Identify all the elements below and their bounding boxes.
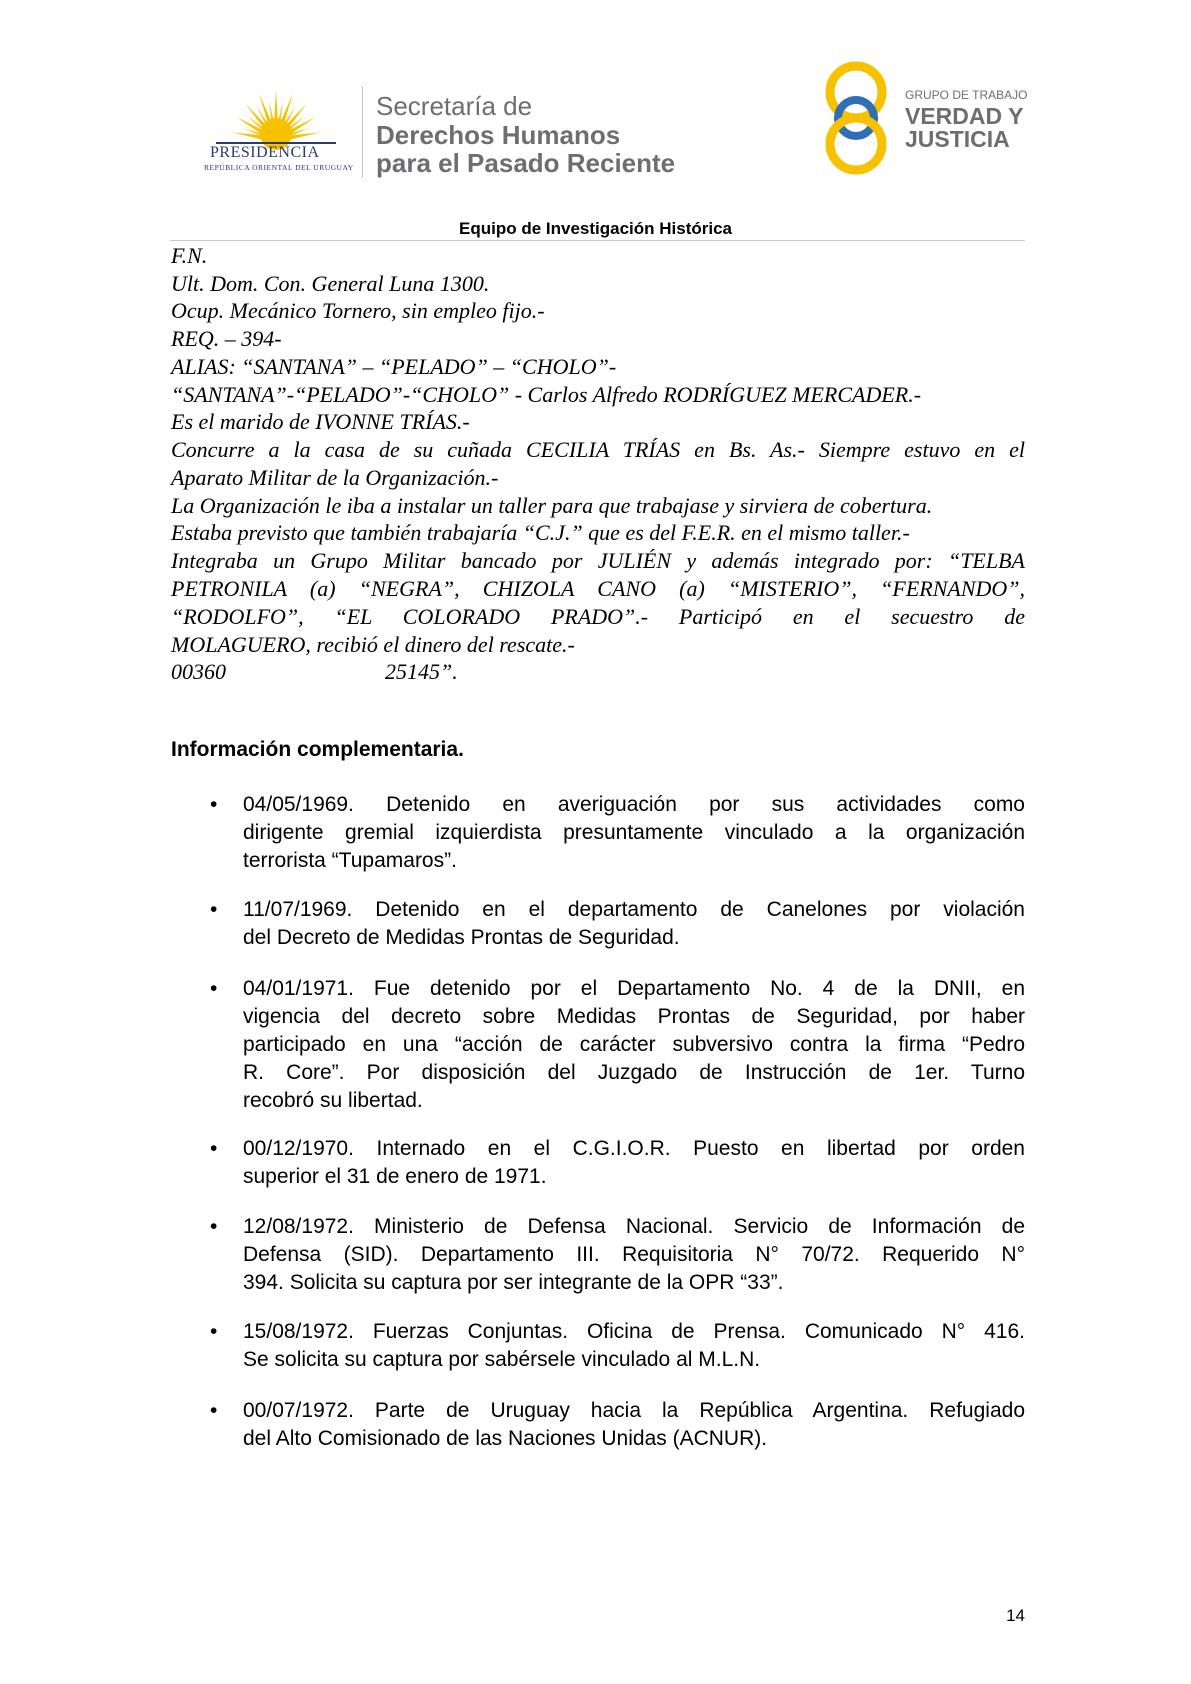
secretaria-line-1: Secretaría de bbox=[376, 91, 533, 121]
list-item-line: participado en una “acción de carácter subversivo contra la firma “Pedro bbox=[243, 1033, 1025, 1056]
secretaria-line-3: para el Pasado Reciente bbox=[376, 148, 676, 178]
list-item-line: 15/08/1972. Fuerzas Conjuntas. Oficina de Prensa. Comunicado N° 416. bbox=[243, 1320, 1025, 1343]
list-item-line: 04/05/1969. Detenido en averiguación por sus actividades como bbox=[243, 793, 1025, 816]
bullet-icon: • bbox=[210, 898, 218, 921]
secretaria-line-2: Derechos Humanos bbox=[376, 120, 621, 150]
list-item-line: recobró su libertad. bbox=[243, 1089, 423, 1112]
list-item-line: 394. Solicita su captura por ser integrante de la OPR “33”. bbox=[243, 1271, 784, 1294]
list-item-line: del Decreto de Medidas Prontas de Seguridad. bbox=[243, 926, 680, 949]
record-line: REQ. – 394- bbox=[171, 326, 282, 351]
list-item-line: superior el 31 de enero de 1971. bbox=[243, 1165, 547, 1188]
presidencia-subtitle: REPÚBLICA ORIENTAL DEL URUGUAY bbox=[204, 163, 354, 172]
record-line: “RODOLFO”, “EL COLORADO PRADO”.- Participó en el secuestro de bbox=[171, 604, 1025, 629]
list-item-line: 12/08/1972. Ministerio de Defensa Nacional. Servicio de Información de bbox=[243, 1215, 1025, 1238]
list-item-line: 04/01/1971. Fue detenido por el Departamento No. 4 de la DNII, en bbox=[243, 977, 1025, 1000]
bullet-icon: • bbox=[210, 1137, 218, 1160]
list-item-line: vigencia del decreto sobre Medidas Prontas de Seguridad, por haber bbox=[243, 1005, 1025, 1028]
list-item-line: Se solicita su captura por sabérsele vinculado al M.L.N. bbox=[243, 1348, 761, 1371]
grupo-trabajo-label: GRUPO DE TRABAJO bbox=[905, 88, 1028, 102]
verdad-label: VERDAD Y bbox=[905, 103, 1024, 129]
record-line: Concurre a la casa de su cuñada CECILIA TRÍAS en Bs. As.- Siempre estuvo en el bbox=[171, 437, 1025, 462]
list-item-line: 00/07/1972. Parte de Uruguay hacia la República Argentina. Refugiado bbox=[243, 1399, 1025, 1422]
record-line: ALIAS: “SANTANA” – “PELADO” – “CHOLO”- bbox=[171, 354, 617, 379]
bullet-icon: • bbox=[210, 1215, 218, 1238]
record-line: F.N. bbox=[171, 243, 208, 268]
record-line: La Organización le iba a instalar un taller para que trabajase y sirviera de cobertura. bbox=[171, 493, 933, 518]
record-line: Ult. Dom. Con. General Luna 1300. bbox=[171, 271, 490, 296]
record-line: Aparato Militar de la Organización.- bbox=[171, 465, 499, 490]
section-title: Información complementaria. bbox=[171, 738, 464, 761]
page-number: 14 bbox=[1006, 1606, 1025, 1625]
record-line: Estaba previsto que también trabajaría “C.J.” que es del F.E.R. en el mismo taller.- bbox=[171, 520, 910, 545]
record-block bbox=[171, 242, 1025, 682]
record-line: PETRONILA (a) “NEGRA”, CHIZOLA CANO (a) “MISTERIO”, “FERNANDO”, bbox=[171, 576, 1025, 601]
page-header bbox=[0, 0, 1191, 215]
team-title: Equipo de Investigación Histórica bbox=[459, 219, 732, 238]
list-item-line: Defensa (SID). Departamento III. Requisitoria N° 70/72. Requerido N° bbox=[243, 1243, 1025, 1266]
list-item-line: dirigente gremial izquierdista presuntamente vinculado a la organización bbox=[243, 821, 1025, 844]
record-line: Ocup. Mecánico Tornero, sin empleo fijo.- bbox=[171, 298, 545, 323]
bullet-icon: • bbox=[210, 977, 218, 1000]
presidencia-label: PRESIDENCIA bbox=[210, 144, 320, 161]
list-item-line: terrorista “Tupamaros”. bbox=[243, 849, 457, 872]
list-item-line: R. Core”. Por disposición del Juzgado de Instrucción de 1er. Turno bbox=[243, 1061, 1025, 1084]
header-divider bbox=[362, 86, 363, 178]
record-code-left: 00360 bbox=[171, 659, 226, 684]
record-line: Integraba un Grupo Militar bancado por JULIÉN y además integrado por: “TELBA bbox=[171, 548, 1025, 573]
record-line: MOLAGUERO, recibió el dinero del rescate.- bbox=[171, 632, 575, 657]
record-line: “SANTANA”-“PELADO”-“CHOLO” - Carlos Alfredo RODRÍGUEZ MERCADER.- bbox=[171, 382, 922, 407]
list-item-line: 11/07/1969. Detenido en el departamento de Canelones por violación bbox=[243, 898, 1025, 921]
bullet-icon: • bbox=[210, 1320, 218, 1343]
list-item-line: 00/12/1970. Internado en el C.G.I.O.R. Puesto en libertad por orden bbox=[243, 1137, 1025, 1160]
justicia-label: JUSTICIA bbox=[905, 126, 1010, 152]
record-line: Es el marido de IVONNE TRÍAS.- bbox=[171, 409, 470, 434]
bullet-icon: • bbox=[210, 1399, 218, 1422]
verdad-justicia-rings-logo bbox=[822, 58, 914, 178]
list-item-line: del Alto Comisionado de las Naciones Unidas (ACNUR). bbox=[243, 1427, 768, 1450]
title-rule bbox=[170, 240, 1025, 241]
record-code-right: 25145”. bbox=[385, 659, 458, 684]
bullet-icon: • bbox=[210, 793, 218, 816]
